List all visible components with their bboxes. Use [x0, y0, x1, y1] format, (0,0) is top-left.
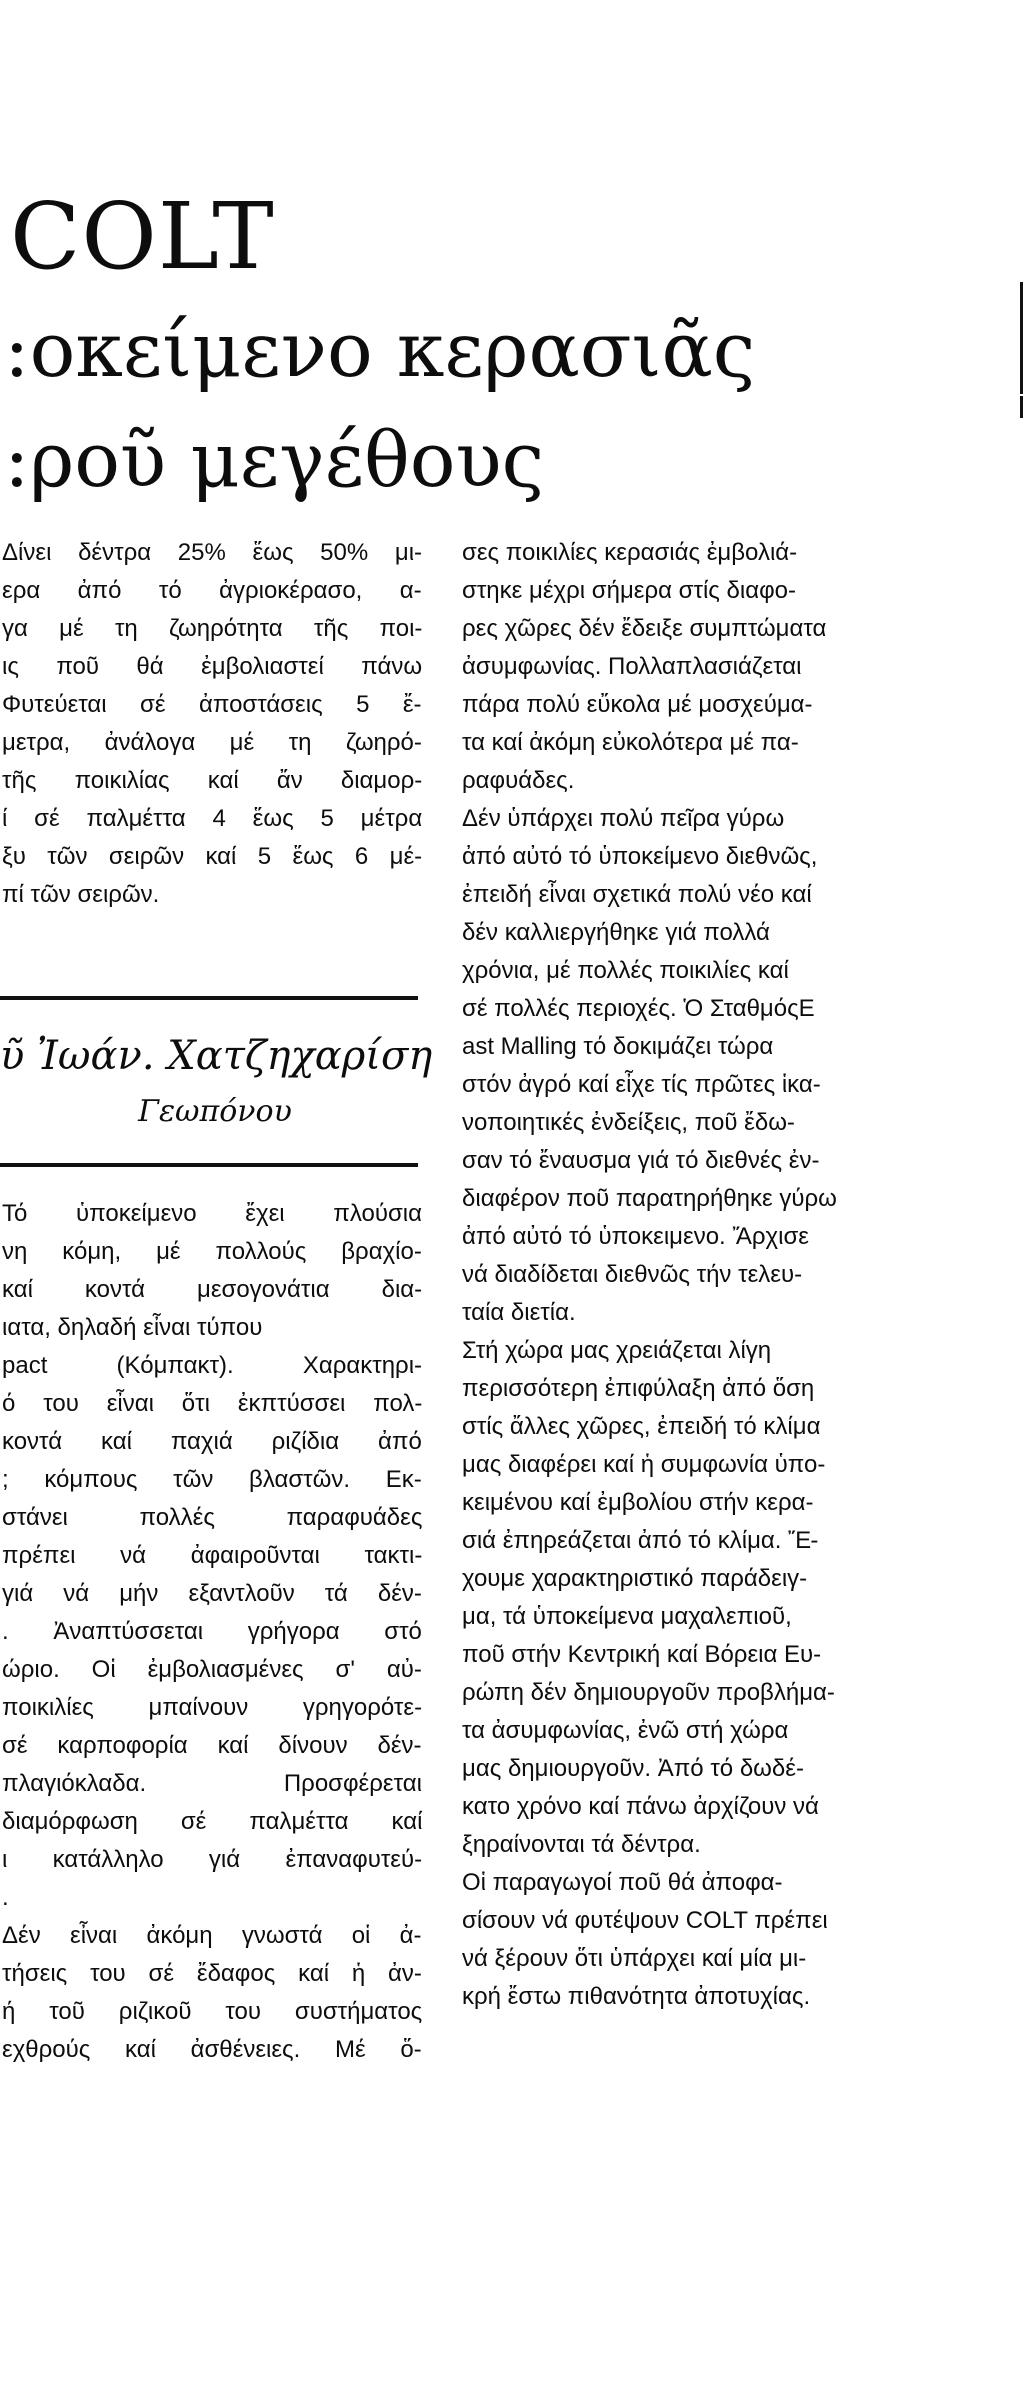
text-line: ἐπειδή εἶναι σχετικά πολύ νέο καί: [462, 881, 812, 908]
byline-author: ῦ Ἰωάν. Χατζηχαρίση: [0, 1033, 433, 1079]
text-line: πί τῶν σειρῶν.: [2, 881, 160, 908]
text-line: καί κοντά μεσογονάτια δια-: [2, 1276, 423, 1303]
text-line: νά ξέρουν ὅτι ὑπάρχει καί μία μι-: [462, 1945, 807, 1972]
text-line: σες ποικιλίες κερασιάς ἐμβολιά-: [462, 539, 798, 566]
text-line: ις ποῦ θά ἐμβολιαστεί πάνω: [2, 653, 423, 680]
text-line: σίσουν νά φυτέψουν COLT πρέπει: [462, 1907, 828, 1934]
text-line: ή τοῦ ριζικοῦ του συστήματος: [2, 1998, 423, 2025]
text-line: ι κατάλληλο γιά ἐπαναφυτεύ-: [2, 1846, 423, 1873]
text-line: κατο χρόνο καί πάνω ἀρχίζουν νά: [462, 1793, 819, 1820]
text-line: νοποιητικές ἐνδείξεις, ποῦ ἔδω-: [462, 1109, 795, 1136]
text-line: εχθρούς καί ἀσθένειες. Μέ ὅ-: [2, 2036, 422, 2063]
text-line: Τό ὑποκείμενο ἔχει πλούσια: [2, 1200, 422, 1227]
page-edge-mark: [1020, 396, 1023, 418]
text-line: pact (Κόμπακτ). Χαρακτηρι-: [2, 1352, 423, 1379]
text-line: ερα ἀπό τό ἀγριοκέρασο, α-: [2, 577, 422, 604]
text-line: ταία διετία.: [462, 1299, 576, 1326]
article-subtitle-line-1: :οκείμενο κερασιᾶς: [4, 305, 756, 394]
text-line: διαφέρον ποῦ παρατηρήθηκε γύρω: [462, 1185, 837, 1212]
left-column-bottom: [2, 1195, 430, 2069]
text-line: κειμένου καί ἐμβολίου στήν κερα-: [462, 1489, 814, 1516]
text-line: κοντά καί παχιά ριζίδια ἀπό: [2, 1428, 422, 1455]
text-line: μας δημιουργοῦν. Ἀπό τό δωδέ-: [462, 1755, 804, 1782]
byline-role: Γεωπόνου: [138, 1094, 292, 1129]
text-line: τῆς ποικιλίας καί ἄν διαμορ-: [2, 767, 423, 794]
text-line: ό του εἶναι ὅτι ἐκπτύσσει πολ-: [2, 1390, 423, 1417]
text-line: ρες χῶρες δέν ἔδειξε συμπτώματα: [462, 615, 827, 642]
text-line: τήσεις του σέ ἔδαφος καί ἡ ἀν-: [2, 1960, 422, 1987]
text-line: περισσότερη ἐπιφύλαξη ἀπό ὅση: [462, 1375, 815, 1402]
text-line: ρώπη δέν δημιουργοῦν προβλήμα-: [462, 1679, 835, 1706]
text-line: γιά νά μήν εξαντλοῦν τά δέν-: [2, 1580, 422, 1607]
text-line: σέ πολλές περιοχές. Ὁ ΣταθμόςΕ: [462, 995, 815, 1022]
text-line: .: [2, 1884, 9, 1911]
text-line: στάνει πολλές παραφυάδες: [2, 1504, 423, 1531]
text-line: ἀπό αὐτό τό ὑποκειμενο. Ἄρχισε: [462, 1223, 809, 1250]
text-line: δέν καλλιεργήθηκε γιά πολλά: [462, 919, 770, 946]
text-line: γα μέ τη ζωηρότητα τῆς ποι-: [2, 615, 423, 642]
byline-rule-bottom: [0, 1163, 418, 1167]
text-line: σαν τό ἔναυσμα γιά τό διεθνές ἐν-: [462, 1147, 820, 1174]
text-line: Στή χώρα μας χρειάζεται λίγη: [462, 1337, 772, 1364]
left-column-top: [2, 534, 430, 914]
text-line: πάρα πολύ εὔκολα μέ μοσχεύμα-: [462, 691, 813, 718]
text-line: στηκε μέχρι σήμερα στίς διαφο-: [462, 577, 796, 604]
text-line: κρή ἔστω πιθανότητα ἀποτυχίας.: [462, 1983, 811, 2010]
right-column: [462, 534, 1022, 2016]
text-line: ί σέ παλμέττα 4 ἕως 5 μέτρα: [2, 805, 423, 832]
text-line: . Ἀναπτύσσεται γρήγορα στό: [2, 1618, 422, 1645]
text-line: ἀσυμφωνίας. Πολλαπλασιάζεται: [462, 653, 802, 680]
text-line: πρέπει νά ἀφαιροῦνται τακτι-: [2, 1542, 423, 1569]
text-line: Φυτεύεται σέ ἀποστάσεις 5 ἔ-: [2, 691, 422, 718]
text-line: στόν ἀγρό καί εἶχε τίς πρῶτες ἱκα-: [462, 1071, 821, 1098]
text-line: ποῦ στήν Κεντρική καί Βόρεια Ευ-: [462, 1641, 822, 1668]
text-line: χρόνια, μέ πολλές ποικιλίες καί: [462, 957, 789, 984]
text-line: στίς ἄλλες χῶρες, ἐπειδή τό κλίμα: [462, 1413, 821, 1440]
text-line: ξηραίνονται τά δέντρα.: [462, 1831, 701, 1858]
text-line: πλαγιόκλαδα. Προσφέρεται: [2, 1770, 422, 1797]
text-line: διαμόρφωση σέ παλμέττα καί: [2, 1808, 423, 1835]
text-line: ποικιλίες μπαίνουν γρηγορότε-: [2, 1694, 423, 1721]
page-edge-mark: [1020, 282, 1023, 394]
text-line: σέ καρποφορία καί δίνουν δέν-: [2, 1732, 422, 1759]
text-line: τα καί ἀκόμη εὐκολότερα μέ πα-: [462, 729, 799, 756]
text-line: ιατα, δηλαδή εἶναι τύπου: [2, 1314, 263, 1341]
text-line: Δέν ὑπάρχει πολύ πεῖρα γύρω: [462, 805, 785, 832]
text-line: ast Malling τό δοκιμάζει τώρα: [462, 1033, 774, 1060]
text-line: Δέν εἶναι ἀκόμη γνωστά οἱ ἀ-: [2, 1922, 422, 1949]
text-line: τα ἀσυμφωνίας, ἐνῶ στή χώρα: [462, 1717, 789, 1744]
article-subtitle-line-2: :ροῦ μεγέθους: [4, 415, 545, 504]
text-line: ἀπό αὐτό τό ὑποκείμενο διεθνῶς,: [462, 843, 818, 870]
text-line: ; κόμπους τῶν βλαστῶν. Εκ-: [2, 1466, 422, 1493]
text-line: ξυ τῶν σειρῶν καί 5 ἕως 6 μέ-: [2, 843, 423, 870]
text-line: μας διαφέρει καί ἡ συμφωνία ὑπο-: [462, 1451, 826, 1478]
text-line: μα, τά ὑποκείμενα μαχαλεπιοῦ,: [462, 1603, 792, 1630]
text-line: νη κόμη, μέ πολλούς βραχίο-: [2, 1238, 422, 1265]
text-line: Οἱ παραγωγοί ποῦ θά ἀποφα-: [462, 1869, 783, 1896]
text-line: σιά ἐπηρεάζεται ἀπό τό κλίμα. Ἔ-: [462, 1527, 819, 1554]
text-line: μετρα, ἀνάλογα μέ τη ζωηρό-: [2, 729, 422, 756]
text-line: Δίνει δέντρα 25% ἕως 50% μι-: [2, 539, 423, 566]
text-line: ώριο. Οἱ ἐμβολιασμένες σ' αὐ-: [2, 1656, 422, 1683]
text-line: ραφυάδες.: [462, 767, 575, 794]
article-title: COLT: [10, 183, 275, 290]
byline-rule-top: [0, 996, 418, 1000]
text-line: χουμε χαρακτηριστικό παράδειγ-: [462, 1565, 808, 1592]
text-line: νά διαδίδεται διεθνῶς τήν τελευ-: [462, 1261, 803, 1288]
